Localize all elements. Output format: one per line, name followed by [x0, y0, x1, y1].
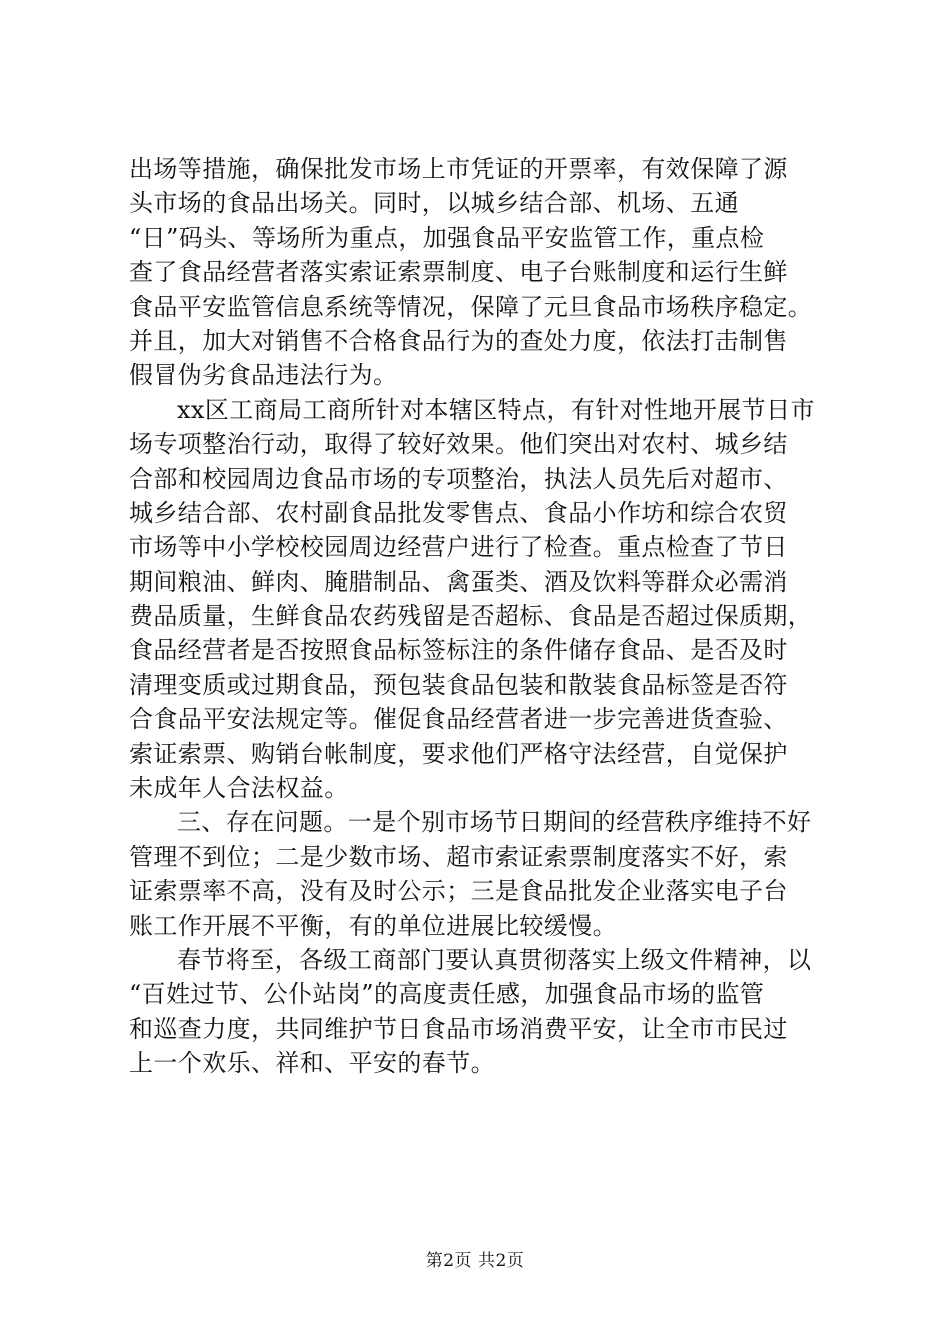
text-line — [129, 462, 829, 496]
line-text: 并且，加大对销售不合格食品行为的查处力度，依法打击制售 — [129, 326, 788, 355]
line-text: 三、存在问题。一是个别市场节日期间的经营秩序维持不好 — [177, 808, 812, 837]
line-text: 查了食品经营者落实索证索票制度、电子台账制度和运行生鲜 — [129, 258, 788, 287]
text-line — [129, 1012, 829, 1046]
paragraph-3 — [129, 805, 829, 943]
text-line — [129, 840, 829, 874]
line-text: 清理变质或过期食品，预包装食品包装和散装食品标签是否符 — [129, 670, 788, 699]
text-line — [129, 530, 829, 564]
text-line — [129, 186, 829, 220]
line-text: 未成年人合法权益。 — [129, 774, 349, 803]
text-line — [129, 977, 829, 1011]
line-text: 账工作开展不平衡，有的单位进展比较缓慢。 — [129, 911, 617, 940]
line-text: 证索票率不高，没有及时公示；三是食品批发企业落实电子台 — [129, 877, 788, 906]
line-text: “百姓过节、公仆站岗”的高度责任感，加强食品市场的监管 — [129, 980, 765, 1009]
paragraph-2 — [129, 393, 829, 806]
text-line — [129, 324, 829, 358]
text-line — [129, 771, 829, 805]
text-line — [129, 358, 829, 392]
line-text: 头市场的食品出场关。同时，以城乡结合部、机场、五通 — [129, 189, 739, 218]
line-text: xx区工商局工商所针对本辖区特点，有针对性地开展节日市 — [177, 395, 815, 424]
text-line — [129, 565, 829, 599]
text-line — [129, 427, 829, 461]
line-text: 市场等中小学校校园周边经营户进行了检查。重点检查了节日 — [129, 533, 788, 562]
line-text: 期间粮油、鲜肉、腌腊制品、禽蛋类、酒及饮料等群众必需消 — [129, 567, 788, 596]
line-text: 管理不到位；二是少数市场、超市索证索票制度落实不好，索 — [129, 842, 788, 871]
document-body — [129, 152, 829, 1081]
text-line — [129, 496, 829, 530]
text-line — [129, 633, 829, 667]
line-text: 城乡结合部、农村副食品批发零售点、食品小作坊和综合农贸 — [129, 498, 788, 527]
line-text: 合食品平安法规定等。催促食品经营者进一步完善进货查验、 — [129, 705, 788, 734]
line-text: 食品平安监管信息系统等情况，保障了元旦食品市场秩序稳定。 — [129, 292, 813, 321]
page-number-footer: 第2页 共2页 — [425, 1251, 525, 1271]
line-text: 合部和校园周边食品市场的专项整治，执法人员先后对超市、 — [129, 464, 788, 493]
text-line — [129, 874, 829, 908]
paragraph-4 — [129, 943, 829, 1081]
text-line — [129, 668, 829, 702]
paragraph-1 — [129, 152, 829, 393]
line-text: 索证索票、购销台帐制度，要求他们严格守法经营，自觉保护 — [129, 739, 788, 768]
text-line — [129, 255, 829, 289]
line-text: 和巡查力度，共同维护节日食品市场消费平安，让全市市民过 — [129, 1014, 788, 1043]
text-line — [129, 943, 829, 977]
text-line — [129, 805, 829, 839]
line-text: 假冒伪劣食品违法行为。 — [129, 361, 398, 390]
text-line — [129, 599, 829, 633]
text-line — [129, 221, 829, 255]
text-line — [129, 1046, 829, 1080]
line-text: 场专项整治行动，取得了较好效果。他们突出对农村、城乡结 — [129, 430, 788, 459]
text-line — [129, 393, 829, 427]
text-line — [129, 909, 829, 943]
line-text: 春节将至，各级工商部门要认真贯彻落实上级文件精神，以 — [177, 945, 812, 974]
text-line — [129, 737, 829, 771]
line-text: 出场等措施，确保批发市场上市凭证的开票率，有效保障了源 — [129, 155, 788, 183]
line-text: 费品质量，生鲜食品农药残留是否超标、食品是否超过保质期， — [129, 602, 813, 631]
text-line — [129, 290, 829, 324]
text-line — [129, 152, 829, 186]
line-text: “日”码头、等场所为重点，加强食品平安监管工作，重点检 — [129, 223, 765, 252]
line-text: 食品经营者是否按照食品标签标注的条件储存食品、是否及时 — [129, 636, 788, 665]
text-line — [129, 702, 829, 736]
line-text: 上一个欢乐、祥和、平安的春节。 — [129, 1049, 495, 1078]
